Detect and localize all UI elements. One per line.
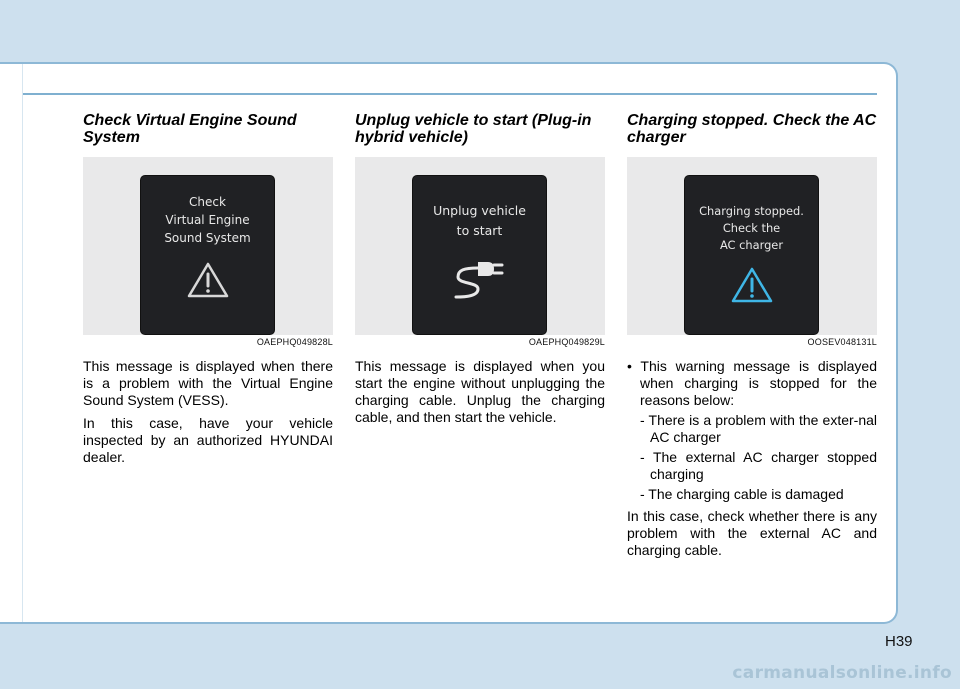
watermark: carmanualsonline.info [732, 663, 952, 683]
figure-code: OOSEV048131L [807, 337, 877, 347]
header-rule [23, 93, 877, 95]
bullet-text: This warning message is displayed when charging is stopped for the reasons below: [640, 358, 877, 408]
bullet-item: • This warning message is displayed when charging is stopped for the reasons below: [627, 358, 877, 408]
sub-list-item: - The charging cable is damaged [640, 486, 844, 502]
figure-unplug [355, 157, 605, 335]
section-unplug [355, 112, 605, 426]
cluster-display [685, 176, 818, 334]
cluster-display [413, 176, 546, 334]
body-paragraph: In this case, have your vehicle inspected by an authorized HYUNDAI dealer. [83, 415, 333, 465]
body-paragraph: In this case, check whether there is any problem with the external AC and charging cable. [627, 508, 877, 558]
figure-code: OAEPHQ049829L [528, 337, 605, 347]
figure-code: OAEPHQ049828L [256, 337, 333, 347]
margin-rule [22, 64, 23, 622]
sub-list-item: - The external AC charger stopped charging [640, 449, 877, 482]
section-vess [83, 112, 333, 466]
display-message: Charging stopped. Check the AC charger [699, 204, 804, 252]
body-paragraph: This message is displayed when there is a problem with the Virtual Engine Sound System (VESS). [83, 358, 333, 408]
sub-list-item: - There is a problem with the exter-nal AC charger [640, 412, 877, 445]
section-charging-stopped [627, 112, 877, 559]
figure-charging-stopped [627, 157, 877, 335]
body-paragraph: This message is displayed when you start the engine without unplugging the charging cable. Unplug the charging cable, and then start the vehicle. [355, 358, 605, 425]
warning-triangle-icon [141, 261, 274, 303]
page-number: H39 [885, 633, 913, 650]
warning-triangle-icon [685, 266, 818, 308]
charging-plug-icon [413, 256, 546, 306]
section-title: Charging stopped. Check the AC charger [627, 112, 877, 146]
display-message: Check Virtual Engine Sound System [164, 195, 251, 245]
section-title: Unplug vehicle to start (Plug-in hybrid vehicle) [355, 112, 592, 146]
cluster-display [141, 176, 274, 334]
display-message: Unplug vehicle to start [433, 203, 526, 238]
section-title: Check Virtual Engine Sound System [83, 112, 297, 146]
figure-vess [83, 157, 333, 335]
